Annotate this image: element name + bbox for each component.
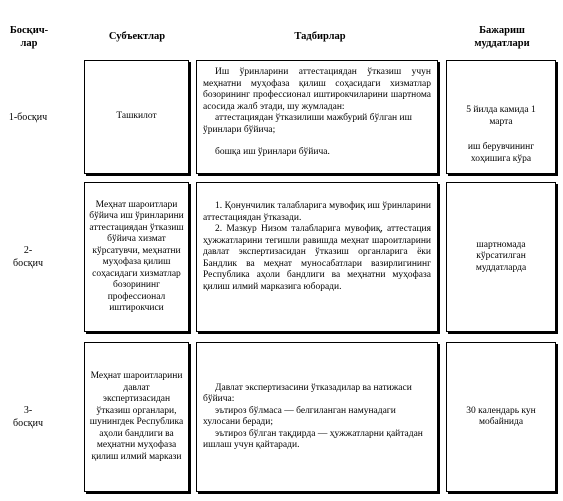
row1-measure-3: бошқа иш ўринлари бўйича. xyxy=(215,147,330,157)
row3-subject xyxy=(84,342,189,492)
row3-measure-1: Давлат экспертизасини ўтказадилар ва натижаси бўйича: xyxy=(203,382,412,404)
row1-measures xyxy=(196,60,438,174)
header-measures: Тадбирлар xyxy=(294,31,346,42)
row3-subject-label: Меҳнат шароитларини давлат экспертизасидан ўтказиш органлари, шунингдек Республика аҳоли бандлиги ва меҳнатни муҳофаза қилиш илмий маркази xyxy=(89,371,184,462)
row2-subject-label: Меҳнат шароитлари бўйича иш ўринларини аттестациядан ўтказиш бўйича хизмат кўрсатувчи, меҳнатни муҳофаза қилиш соҳасидаги хизматлар бозорининг профессионал иштирокчиси xyxy=(89,199,184,313)
row1-deadline-2: иш берувчининг хоҳишига кўра xyxy=(467,142,535,164)
row1-subject-label: Ташкилот xyxy=(116,111,157,122)
header-deadline: Бажариш муддатлари xyxy=(474,25,530,49)
row3-measures xyxy=(196,342,438,492)
row2-deadline-label: шартномада кўрсатилган муддатларда xyxy=(475,239,527,273)
row2-measure-2: 2. Мазкур Низом талабларига мувофиқ, аттестация ҳужжатларини тегишли равишда меҳнат шароитларини давлат экспертизасидан ўтказиш органларига ёки Бандлик ва меҳнат муносабатлари вазирлигининг Республика аҳоли бандлиги ва меҳнатни муҳофаза қилиш илмий марказига юборади. xyxy=(203,224,431,292)
row2-subject xyxy=(84,182,189,332)
row1-stage-label: 1-босқич xyxy=(8,111,48,123)
row1-measure-2: аттестациядан ўтказилиши мажбурий бўлган иш ўринлари бўйича; xyxy=(203,113,412,135)
row2-stage xyxy=(2,182,54,332)
row3-stage-label: 3- босқич xyxy=(12,405,43,429)
row1-deadline-1: 5 йилда камида 1 марта xyxy=(466,105,536,127)
row2-measures xyxy=(196,182,438,332)
row1-subject xyxy=(84,60,189,174)
header-stage: Босқич- лар xyxy=(9,25,49,49)
row1-deadline xyxy=(446,60,556,174)
row3-measure-3: эътироз бўлган тақдирда — ҳужжатларни қайтадан ишлаш учун қайтаради. xyxy=(203,428,423,450)
row1-measure-1: Иш ўринларини аттестациядан ўтказиш учун меҳнатни муҳофаза қилиш соҳасидаги хизматлар бозорининг профессионал иштирокчиларини шартнома асосида жалб этади, шу жумладан: xyxy=(203,67,431,112)
row3-deadline-label: 30 календарь кун мобайнида xyxy=(466,405,536,427)
row3-measure-2: эътироз бўлмаса — белгиланган намунадаги хулосани беради; xyxy=(203,405,396,427)
row2-stage-label: 2- босқич xyxy=(12,245,43,269)
row3-deadline xyxy=(446,342,556,492)
row2-measure-1: 1. Қонунчилик талабларига мувофиқ иш ўринларини аттестациядан ўтказади. xyxy=(203,201,431,223)
row3-stage xyxy=(2,342,54,492)
header-subjects: Субъектлар xyxy=(108,31,166,42)
row1-stage xyxy=(2,60,54,174)
row2-deadline xyxy=(446,182,556,332)
